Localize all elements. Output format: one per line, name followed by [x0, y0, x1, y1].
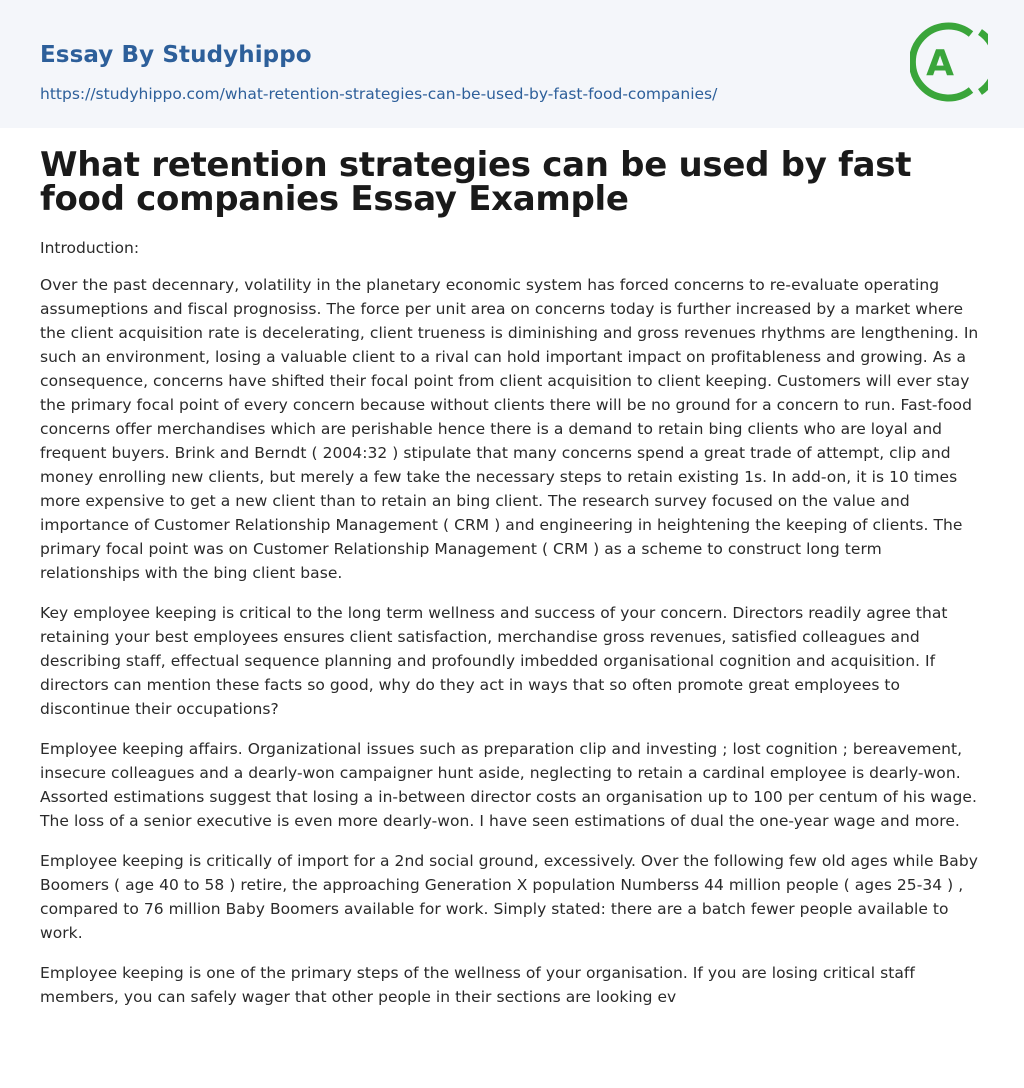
paragraph: Employee keeping is one of the primary steps of the wellness of your organisation. If you are losing critical staff members, you can safely wager that other people in their sections are looking ev — [40, 964, 915, 1006]
site-name[interactable]: Essay By Studyhippo — [40, 42, 312, 68]
paragraph: Over the past decennary, volatility in the planetary economic system has forced concerns to re-evaluate operating assumeptions and fiscal prognosiss. The force per unit area on concerns today is further increased by a market where the client acquisition rate is decelerating, client trueness is diminishing and gross revenues rhythms are lengthening. In such an environment, losing a valuable client to a rival can hold important impact on profitableness and growing. As a consequence, concerns have shifted their focal point from client acquisition to client keeping. Customers will ever stay the primary focal point of every concern because without clients there will be no ground for a concern to run. Fast-food concerns offer merchandises which are perishable hence there is a demand to retain bing clients who are loyal and frequent buyers. Brink and Berndt ( 2004:32 ) stipulate that many concerns spend a great trade of attempt, clip and money enrolling new clients, but merely a few take the necessary steps to retain existing 1s. In add-on, it is 10 times more expensive to get a new client than to retain an bing client. The research survey focused on the value and importance of Customer Relationship Management ( CRM ) and engineering in heightening the keeping of clients. The primary focal point was on Customer Relationship Management ( CRM ) as a scheme to construct long term relationships with the bing client base. — [40, 276, 979, 582]
site-header — [0, 0, 1024, 128]
paragraph: Employee keeping is critically of import for a 2nd social ground, excessively. Over the following few old ages while Baby Boomers ( age 40 to 58 ) retire, the approaching Generation X population Numberss 44 million people ( ages 25-34 ) , compared to 76 million Baby Boomers available for work. Simply stated: there are a batch fewer people available to work. — [40, 852, 978, 942]
logo-letter: A — [926, 43, 954, 84]
studyhippo-logo-icon[interactable] — [910, 18, 988, 106]
article — [40, 145, 986, 1009]
paragraph: Employee keeping affairs. Organizational issues such as preparation clip and investing ; lost cognition ; bereavement, insecure colleagues and a dearly-won campaigner hunt aside, neglecting to retain a cardinal employee is dearly-won. Assorted estimations suggest that losing a in-between director costs an organisation up to 100 per centum of his wage. The loss of a senior executive is even more dearly-won. I have seen estimations of dual the one-year wage and more. — [40, 740, 977, 830]
intro-label: Introduction: — [40, 239, 140, 257]
page-url-link[interactable]: https://studyhippo.com/what-retention-strategies-can-be-used-by-fast-food-companies/ — [40, 85, 718, 103]
article-title: What retention strategies can be used by fast food companies Essay Example — [40, 145, 912, 219]
paragraph: Key employee keeping is critical to the long term wellness and success of your concern. Directors readily agree that retaining your best employees ensures client satisfaction, merchandise gross revenues, satisfied colleagues and describing staff, effectual sequence planning and profoundly imbedded organisational cognition and acquisition. If directors can mention these facts so good, why do they act in ways that so often promote great employees to discontinue their occupations? — [40, 604, 948, 718]
